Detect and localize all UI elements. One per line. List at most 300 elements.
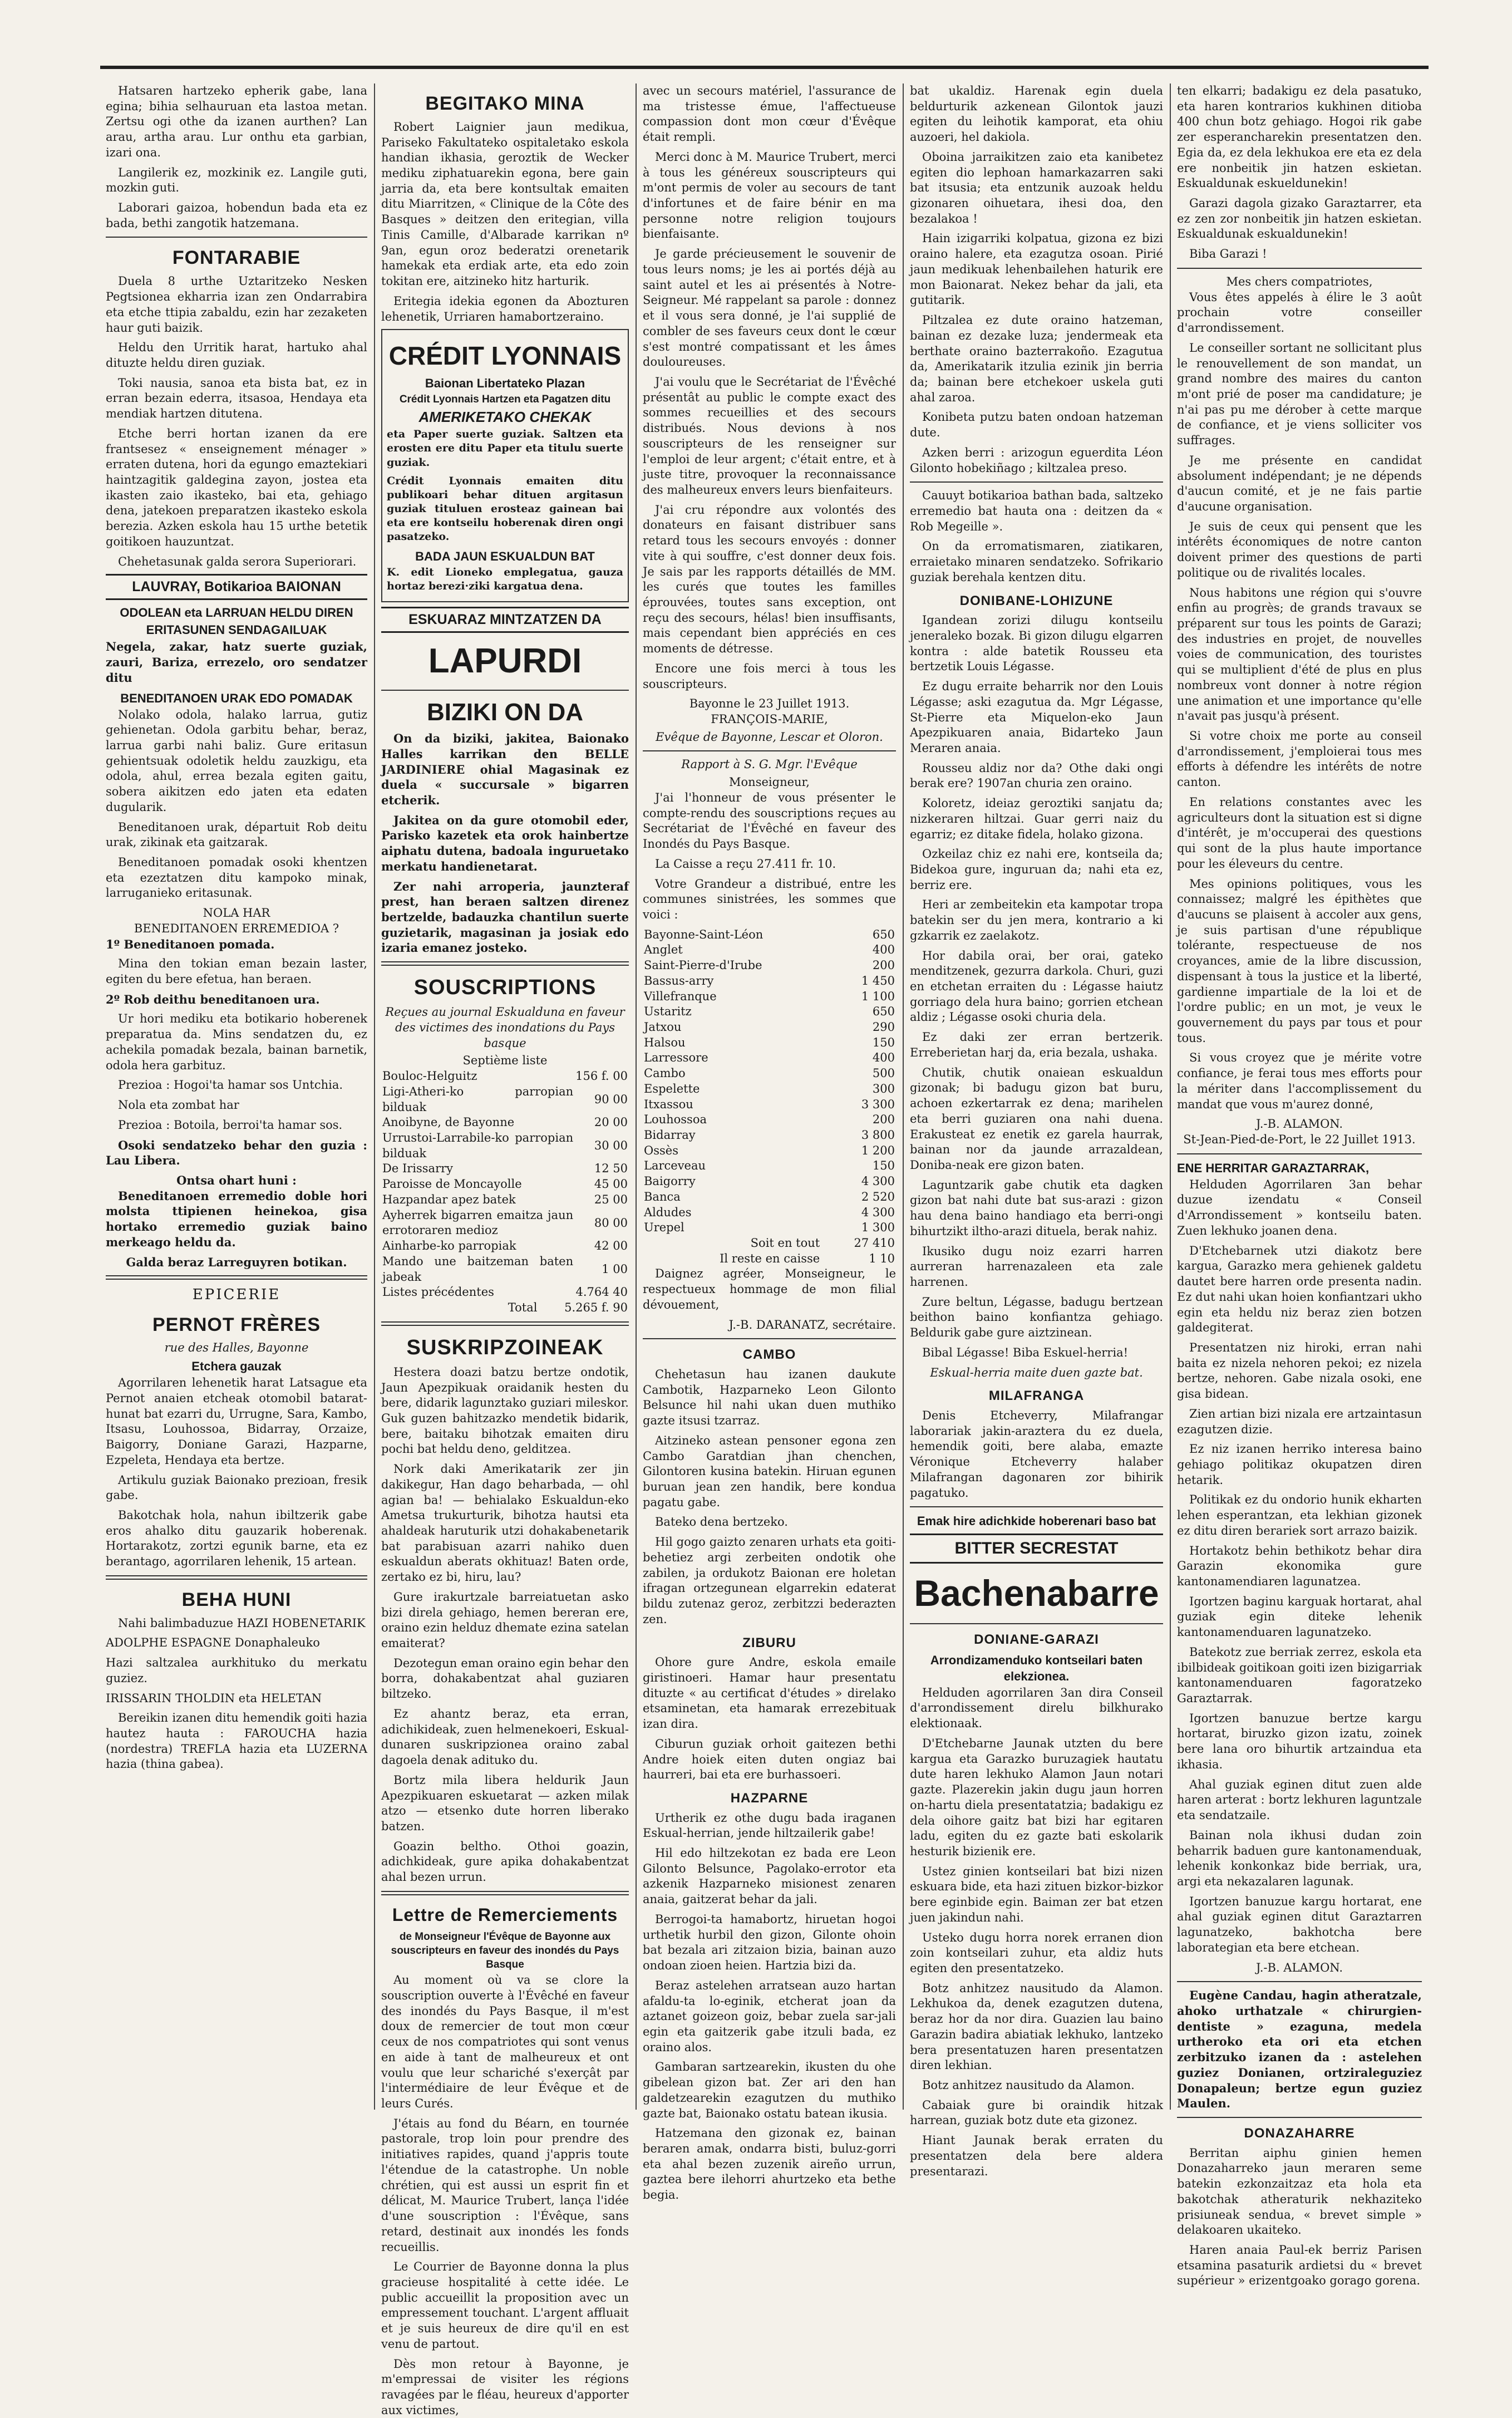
nola-har-label: NOLA HAR [203,906,270,920]
appeal-paragraph: Mes opinions politiques, vous les connaissez; malgré les épithètes que d'aucuns se plaisent à accoler aux gens, je suis partisan d'une république tolérante, respectueuse de nos croyances, amie de la libre discussion, dispensant à tous la justice et la liberté, gardienne impartiale de la loi et de l'ordre public; en un mot, je veux le gouvernement du pays par tous et pour tous. [1177,877,1422,1045]
table-row [381,1239,629,1254]
table-row [643,1205,896,1221]
erremedioa-label: BENEDITANOEN ERREMEDIOA ? [134,921,339,935]
appeal-paragraph: Vous êtes appelés à élire le 3 août prochain votre conseiller d'arrondissement. [1177,290,1422,335]
beha-paragraph: Hazi saltzalea aurkhituko du merkatu guziez. [106,1656,367,1685]
row-value: 650 [872,1005,895,1019]
row-label: Banca [644,1190,681,1203]
table-row [643,1020,896,1035]
bachenabarre-paragraph: Botz anhitzez nausitudo da Alamon. Lekhukoa da, denek ezagutzen dutena, beraz hor da nor dira. Guazien lau baino Garazin badira abiatiak lekhuko, lantzeko bera presentatuzen haren presentatzen diren lekhian. [910,1981,1163,2072]
row-label: Itxassou [644,1097,693,1111]
soit-label: Soit en tout [750,1236,820,1250]
row-value: 45 00 [594,1177,628,1191]
appeal-signature: J.-B. ALAMON. [1255,1117,1343,1131]
donibane-paragraph: Ez daki zer erran bertzerik. Erreberietan harj da, eria bezala, ushaka. [910,1030,1163,1059]
table-row [643,958,896,974]
donibane-paragraph: Igandean zorizi dilugu kontseilu jeneraleko bozak. Bi gizon dilugu elgarren kontra : alde batetik Rousseu eta bertzetik Louis Légasse. [910,613,1163,674]
divider [381,1321,629,1326]
column-rule [903,83,904,2110]
fontarabie-heading: FONTARABIE [172,247,301,269]
donibane-signature: Eskual-herria maite duen gazte bat. [930,1365,1143,1379]
appeal-paragraph: Je me présente en candidat absolument indépendant; je ne dépends d'aucun comité, et je ne fais partie d'aucune organisation. [1177,453,1422,513]
divider [381,961,629,966]
biziki-paragraph: On da biziki, jakitea, Baionako Halles karrikan den BELLE JARDINIERE ohial Magasinak ez duela « succursale » bigarren etcherik. [381,731,629,807]
row-value: 25 00 [594,1192,628,1206]
rapport-salutation: Monseigneur, [729,775,810,789]
herritar-paragraph: D'Etchebarnek utzi diakotz bere kargua, Garazko mera gehienek galdetu dautet bere harren orde presenta nadin. Ez dut nahi ukan hoien konfiantzari ukho egin eta heldu niz beraz zien botzen galdegiterat. [1177,1244,1422,1335]
row-label: Mando une baitzeman baten jabeak [382,1254,574,1284]
column-2 [381,83,629,2417]
hazparne-paragraph: Oboina jarraikitzen zaio eta kanibetez egiten dio lephoan hamarkazarren saki bat itsusia; eta entzunik auzoak heldu gizonaren oihuetara, ihesi doa, den bezalakoa ! [910,150,1163,225]
souscriptions-totals [381,1285,629,1315]
row-label: Larressore [644,1051,708,1065]
suskripzoineak-paragraph: Ez ahantz beraz, eta erran, adichikideak, zuen helmenekoeri, Eskual-dunaren suskripzionea oraino zabal dagoela denak adituko du. [381,1707,629,1767]
donibane-paragraph: Chutik, chutik onaiean eskualdun gizonak; bi badugu gizon bat buru, achoen ezkertarrak ez dena; marihelen eta berri guziaren ona nahi duena. Erakusteat ez enetik ez garela haurrak, bainan nor da jaunde arrazaldean, Doniba-neak ere gizon baten. [910,1065,1163,1172]
row-label: De Irissarry [382,1162,454,1176]
row-label: Halsou [644,1035,686,1049]
pomada-heading: 1º Beneditanoen pomada. [106,937,275,951]
table-row [643,1097,896,1113]
biziki-heading: BIZIKI ON DA [426,699,584,726]
lauvray-paragraph: Beneditanoen urak, départuit Rob deitu urak, zikinak eta gaitzarak. [106,820,367,849]
table-row [381,1115,629,1131]
ontsa-label: Ontsa ohart huni : [176,1173,297,1187]
reste-label: Il reste en caisse [720,1251,820,1265]
credit-paragraph: Crédit Lyonnais emaiten ditu publikoari behar dituen argitasun guziak tituluen erosteaz gainean bai eta ere kontseilu hoberenak diren ongi pasatzeko. [387,474,623,543]
donazaharre-heading: DONAZAHARRE [1244,2126,1355,2141]
table-row [643,1004,896,1020]
galda-text: Galda beraz Larreguyren botikan. [126,1255,347,1269]
appeal-paragraph: Je suis de ceux qui pensent que les intérêts économiques de notre canton doivent primer des questions de parti politique ou de rivalités locales. [1177,519,1422,579]
beha-paragraph: ADOLPHE ESPAGNE Donaphaleuko [106,1636,320,1650]
herritar-paragraph: Bainan nola ikhusi dudan zoin beharrik baduen gure kantonamenduak, lehenik konkonkaz bide berriak, ura, argi eta nekazalaren lagunak. [1177,1828,1422,1888]
donibane-paragraph: Ez dugu erraite beharrik nor den Louis Légasse; aski ezagutua da. Mgr Légasse, St-Pierre eta Miquelon-eko Jaun Apezpikuaren anaia, Bidarteko Jaun Meraren anaia. [910,680,1163,755]
begitako-paragraph: Robert Laignier jaun medikua, Pariseko Fakultateko ospitaletako eskola handian ikhasia, geroztik de Wecker mediku ziphatuarekin egona, bere gain jarria da, eta bere kontsultak emaiten ditu Miarritzen, « Clinique de la Côte des Basques » deitzen den eritegian, villa Tinis Camille, d'Albarade karrikan nº 9an, egun oroz bederatzi orenetarik hamekak eta erdiak arte, eta edo zoin tokitan ere, aitzineko hitz harturik. [381,120,629,288]
donibane-heading: DONIBANE-LOHIZUNE [959,593,1114,608]
credit-lyonnais-ad [381,329,629,602]
donibane-paragraph: Koloretz, ideiaz geroztiki sanjatu da; nizkeraren hiltzai. Guar gerri naiz du egarriz; ez ditake fidela, holako gizona. [910,797,1163,841]
bitter-banner: BITTER SECRESTAT [910,1534,1163,1564]
ura-text: Ur hori mediku eta botikario hoberenek preparatua da. Mins sendatzen du, ez achekila pomadak bezala, bainan barnetik, odola hera garbituz. [106,1012,367,1072]
herritar-paragraph: Politikak ez du ondorio hunik ekharten lehen esperantzan, eta lekhian gizonek ez ditu diren berariek sort arrazo baizik. [1177,1493,1422,1537]
donazaharre-paragraph: Haren anaia Paul-ek berriz Parisen etsamina pasaturik ardietsi du « brevet supérieur » erizentgoako gorago gorena. [1177,2243,1422,2288]
herritar-paragraph: Igortzen banuzue bertze kargu hortarat, biruzko gizon izatu, zoinek bere lana oro bihurtik artzaindua eta ikhasia. [1177,1711,1422,1771]
column-4 [910,83,1163,2178]
divider [1177,1153,1422,1154]
lettre-heading: Lettre de Remerciements [392,1904,618,1925]
table-row [381,1254,629,1285]
row-label: Larceveau [644,1159,706,1173]
row-value: 20 00 [594,1115,628,1129]
bachenabarre-paragraph: Cabaiak gure bi oraindik hitzak harrean, guziak botz dute eta gizonez. [910,2098,1163,2127]
hazparne-paragraph: Hain izigarriki kolpatua, gizona ez bizi oraino halere, eta ezagutza osoan. Pirié jaun medikuak lehenbailehen haturik ere mon Baionarat. Nekez behar da jali, eta gutitarik. [910,232,1163,307]
rapport-paragraph: J'ai l'honneur de vous présenter le compte-rendu des souscriptions reçues au Secrétariat de l'Évêché en faveur des Inondés du Pays Basque. [643,790,896,851]
table-row [643,1128,896,1143]
herritar-paragraph: Hortakotz behin bethikotz behar dira Garazin ekonomika gure kantonamendiaren lagunatzea. [1177,1544,1422,1588]
lettre-paragraph: Je garde précieusement le souvenir de tous leurs noms; je les ai portés déjà au saint autel et les ai présentés à Notre-Seigneur. Mé rappelant sa parole : donnez et il vous sera donné, je l'ai supplié de combler de ses faveurs ceux dont le cœur s'est montré compatissant et les âmes douloureuses. [643,247,896,369]
rapport-heading: Rapport à S. G. Mgr. l'Evêque [681,758,858,771]
lettre-paragraph: J'ai voulu que le Secrétariat de l'Évêché présentât au public le compte exact des sommes recueillies et des secours distribués. Nous devions à nos souscripteurs de les renseigner sur l'emploi de leur argent; c'était entre, et à juste titre, provoquer la reconnaissance des malheureux envers leurs bienfaiteurs. [643,375,896,497]
table-row [643,1158,896,1174]
row-label: Ustaritz [644,1005,692,1019]
herritar-signature: J.-B. ALAMON. [1255,1960,1343,1974]
fontarabie-paragraph: Duela 8 urthe Uztaritzeko Nesken Pegtsionea ekharria izan zen Ondarrabira eta etche ttipia zabaldu, ezin har zezaketen haur guti baizik. [106,274,367,335]
begitako-paragraph: Eritegia idekia egonen da Abozturen lehenetik, Urriaren hamabortzeraino. [381,294,629,323]
divider [910,481,1163,483]
donibane-paragraph: Laguntzarik gabe chutik eta dagken gizon bat nahi dute bat sus-arazi : gizon hau dena baino handiago eta berri-ongi bihurtzikt iltho-arazi dituela, berak nahiz. [910,1178,1163,1238]
table-row [381,1192,629,1208]
row-label: Anoibyne, de Bayonne [382,1115,515,1129]
divider [910,1623,1163,1624]
row-value: 150 [872,1035,895,1049]
appeal-date: St-Jean-Pied-de-Port, le 22 Juillet 1913. [1183,1133,1416,1146]
table-row [643,1050,896,1066]
suskripzoineak-paragraph: Goazin beltho. Othoi goazin, adichkideak, gure apika dohakabentzat ahal bezen urrun. [381,1839,629,1884]
septieme-label: Septième liste [462,1054,548,1068]
table-row [643,942,896,958]
row-label: Bidarray [644,1128,696,1142]
rapport-paragraph: La Caisse a reçu 27.411 fr. 10. [655,857,836,871]
cambo-paragraph: Hil gogo gaizto zenaren urhats eta goiti-behetiez argi zerbeiten ondotik ohe zabilen, ja ordukotz Baionan ere holetan ifragan ortzegunean elgarrekin edaterat bildu zutenaz geroz, zerbitzzi bederazten zen. [643,1535,896,1626]
arrondis-subheading: Arrondizamenduko kontseilari baten elekzionea. [930,1653,1143,1683]
suskripzoineak-paragraph: Nork daki Amerikatarik zer jin dakikegur, Han dago beharbada, — ohl agian ba! — behialako Eskualdun-eko Ametsa trukurturik, bihotza hautsi eta ahaldeak haruturik utzi dohakabenetarik bat parabisuan azarri nahiko duen eskualdun aberats okhituaz! Baten orde, zertako ez bi, hiru, lau? [381,1462,629,1584]
fontarabie-paragraph: Etche berri hortan izanen da ere frantsesez « enseignement ménager » erraten dutena, hori da egungo emaztekiari haintzagitik galdegina zayon, jostea eta ikasten zaio ikasteko, bai eta, gehiago dena, jatekoen preparatzen ikasteko eskola berezia. Azken eskola hau 15 urthe betetik goitikoen hauzuntzat. [106,426,367,548]
hazparne-paragraph: Berrogoi-ta hamabortz, hiruetan hogoi urthetik hurbil den gizon, Gilonte ohoin bat bezala ari zitzaion bizia, bainan auzo ondoan zioen heien. Hartzia bizi da. [643,1912,896,1973]
lauvray-paragraph: Negela, zakar, hatz suerte guziak, zauri, Bariza, errezelo, oro sendatzer ditu [106,640,367,685]
ziburu-paragraph: Ciburun guziak orhoit gaitezen bethi Andre hoiek eiten duten ongiaz bai haurreri, bai eta ere burhassoeri. [643,1737,896,1782]
ziburu-heading: ZIBURU [742,1635,796,1650]
herritar-paragraph: Helduden Agorrilaren 3an behar duzue izendatu « Conseil d'Arrondissement » kontseilu baten. Zuen lekhuko joanen dena. [1177,1177,1422,1237]
hazparne-paragraph: Urtherik ez othe dugu bada iraganen Eskual-herrian, jende hiltzailerik gabe! [643,1811,896,1840]
bachenabarre-paragraph: Hiant Jaunak berak erraten du presentatzen dela bere aldera presentarazi. [910,2134,1163,2178]
table-row [381,1208,629,1239]
intro-paragraph: Langilerik ez, mozkinik ez. Langile guti, mozkin guti. [106,165,367,195]
row-value: 90 00 [594,1092,628,1106]
bachenabarre-paragraph: D'Etchebarne Jaunak utzten du bere kargua eta Garazko buruzagiek hautatu dute haren lekhuko Alamon Jaun notari gazte. Plazerekin jakin dugu jaun horren on-hartu diela presentatatzia; badakigu ez dela oihore gaitz bat bizi har egitaren ladu, egiten du ez gazte bati eskolarik hesturik bizienik ere. [910,1736,1163,1858]
row-value: 156 f. 00 [575,1069,628,1083]
total-value: 5.265 f. 90 [564,1300,628,1314]
column-1 [106,83,367,2110]
suskripzoineak-paragraph: Bortz mila libera heldurik Jaun Apezpikuaren eskuetarat — azken milak atzo — etsenko dute horren liberako batzen. [381,1773,629,1833]
prezioa-text: Prezioa : Hogoi'ta hamar sos Untchia. [118,1078,343,1092]
table-row [381,1084,629,1115]
lettre-paragraph: Encore une fois merci à tous les souscripteurs. [643,661,896,691]
row-value: 4 300 [861,1174,895,1188]
intro-paragraph: Laborari gaizoa, hobendun bada eta ez bada, bethi zangotik hatzemana. [106,201,367,230]
hazparne-paragraph: Gambaran sartzearekin, ikusten du ohe gibelean gizon bat. Zer ari den han galdetzearekin ezagutzen du muthiko gazte bat, Baionako ostatu batean ikusia. [643,2060,896,2120]
souscriptions-subheading: Reçues au journal Eskualduna en faveur des victimes des inondations du Pays basque [385,1005,625,1050]
pernot-heading: PERNOT FRÈRES [152,1314,321,1335]
listes-precedentes-label: Listes précédentes [382,1285,494,1299]
row-value: 150 [872,1159,895,1173]
divider [910,1506,1163,1507]
herritar-paragraph: Presentatzen niz hiroki, erran nahi baita ez nizela nehoren pekoi; ez nizela bertze, nehoren. Gabe nizala osoki, ene gisa bidean. [1177,1340,1422,1401]
lauvray-paragraph: Nolako odola, halako larrua, gutiz gehienetan. Odola garbitu behar, beraz, larrua garbi nahi baliz. Gure eritasun gehientsuak odoletik heldu zauzkigu, eta odola, ahul, errea bezala egiten gaitu, sobera aikitzen edo jaten eta edaten dugularik. [106,707,367,814]
table-row [381,1177,629,1192]
communes-totals [643,1236,896,1266]
row-value: 42 00 [594,1239,628,1253]
lettre-signature-title: Evêque de Bayonne, Lescar et Oloron. [656,730,883,744]
beha-paragraph: IRISSARIN THOLDIN eta HELETAN [106,1691,322,1705]
column-rule [636,83,637,2110]
donibane-paragraph: Heri ar zembeitekin eta kampotar tropa batekin ser du jen mera, kontrario a ki gzkarrik ez zaelakotz. [910,898,1163,942]
divider [106,1275,367,1280]
row-label: Espelette [644,1082,700,1095]
credit-subheading: BADA JAUN ESKUALDUN BAT [415,549,595,563]
nola-eta-text: Nola eta zombat har [118,1098,239,1112]
credit-subheading: Crédit Lyonnais Hartzen eta Pagatzen ditu [399,393,611,405]
lettre-subheading: de Monseigneur l'Évêque de Bayonne aux souscripteurs en faveur des inondés du Pays Basque [391,1931,619,1971]
table-row [643,974,896,989]
top-rule [100,66,1429,69]
row-label: Hazpandar apez batek [382,1192,516,1206]
souscriptions-heading: SOUSCRIPTIONS [413,976,597,1000]
credit-subheading: AMERIKETAKO CHEKAK [418,409,592,426]
donazaharre-paragraph: Berritan aiphu ginien hemen Donazaharreko jaun meraren seme batekin ezkonzaitzaz eta hola eta bakotchak atheraturik nekhaziteko prisiuneak sendua, « brevet simple » delakoaren ukaiteko. [1177,2146,1422,2237]
table-row [381,1300,629,1316]
communes-table [643,927,896,1236]
donibane-paragraph: Ikusiko dugu noiz ezarri harren aurreran harrenazaleen eta zale harrenen. [910,1244,1163,1289]
biziki-paragraph: Jakitea on da gure otomobil eder, Parisko kazetek eta orok hainbertze aiphatu dutena, badoala inguruetako merkatu handienetarat. [381,813,629,873]
row-value: 1 300 [861,1221,895,1235]
bachenabarre-paragraph: Usteko dugu horra norek erranen dion zoin kontseilari zuhur, eta aldiz huts egiten den presentatzeko. [910,1930,1163,1975]
suskripzoineak-paragraph: Gure irakurtzale barreiatuetan asko bizi direla gehiago, hemen bereran ere, oraino ezin helduz dhemate ezina satelan emaiterat? [381,1590,629,1650]
candau-paragraph: Eugène Candau, hagin atheratzale, ahoko urthatzale « chirurgien-dentiste » ezaguna, medela urtheroko eta ori eta etchen zerbitzuko izanen da : astelehen guziez Donianen, ortziraleguziez Donapaleun; bertze egun guziez Maulen. [1177,1988,1422,2111]
bachenabarre-paragraph: Helduden agorrilaren 3an dira Conseil d'arrondissement direlu bilkhurako elektionaak. [910,1685,1163,1731]
bachenabarre-paragraph: Biba Garazi ! [1189,247,1267,261]
row-label: Anglet [644,943,683,957]
herritar-paragraph: Zien artian bizi nizala ere artzaintasun ezagutzen dizie. [1177,1407,1422,1436]
beha-paragraph: Bereikin izanen ditu hemendik goiti hazia hautez hauta : FAROUCHA hazia (nordestra) TREFLA hazia eta LUZERNA hazia (thina gabea). [106,1711,367,1771]
column-3 [643,83,896,2202]
hazparne-heading: HAZPARNE [730,1790,809,1806]
table-row [643,1251,896,1267]
biziki-paragraph: Zer nahi arroperia, jaunzteraf prest, han beraen saltzen direnez bertzelde, badauzka chantilun suerte guzietarik, magasinan ja josiak edo izaria emanez josteko. [381,879,629,955]
lettre-paragraph: Le Courrier de Bayonne donna la plus gracieuse hospitalité à cette idée. Le public accueillit la proposition avec un empressement touchant. L'argent affluait et je suis heureux de dire qu'il en est venu de partout. [381,2260,629,2351]
table-row [381,1285,629,1300]
bachenabarre-paragraph: Ustez ginien kontseilari bat bizi nizen eskuara bide, eta hazi zituen bizkor-bizkor bere eginbide egin. Baiman zer bat etzen juen jakindun nahi. [910,1864,1163,1924]
begitako-heading: BEGITAKO MINA [425,93,585,114]
row-value: 30 00 [594,1138,628,1152]
row-value: 1 200 [861,1143,895,1157]
intro-paragraph: Hatsaren hartzeko epherik gabe, lana egina; bihia selhauruan eta lastoa metan. Zertsu ogi othe da izanen aurthen? Lan arau, artha arau. Lur onthu eta garbian, izari ona. [106,84,367,159]
pernot-paragraph: Bakotchak hola, nahun ibiltzerik gabe eros ahalko ditu gauzarik hoberenak. Hortarakotz, zortzi egunik barne, eta ez berantago, agorrilaren lehenik, 15 artean. [106,1508,367,1569]
souscriptions-table [381,1069,629,1285]
etchera-subheading: Etchera gauzak [191,1359,282,1374]
ziburu-paragraph: Ohore gure Andre, eskola emaile giristinoeri. Hamar haur presentatu dituzte « au certificat d'études » direlako etsaminetan, eta hamarak errezebituak izan dira. [643,1655,896,1731]
cambo-paragraph: Aitzineko astean pensoner egona zen Cambo Garatdian jhan chenchen, Gilontoren kusina batekin. Hiruan egunen buruan jean zen handik, bere kondua pagatu gabe. [643,1433,896,1509]
table-row [643,1082,896,1097]
herritar-heading: ENE HERRITAR GARAZTARRAK, [1177,1161,1370,1175]
credit-subheading: Baionan Libertateko Plazan [425,376,585,390]
row-value: 3 800 [861,1128,895,1142]
hazparne-paragraph: Piltzalea ez dute oraino hatzeman, bainan ez dezake luza; jendermeak eta berthate oraino bazterrakoño. Ezagutua da, Amerikatarik itzulia ezinik jin berria da; bainan bere etchekoer uskela guti ahal zaroa. [910,313,1163,404]
rapport-signature: J.-B. DARANATZ, secrétaire. [728,1318,896,1331]
table-row [643,1174,896,1190]
total-label: Total [508,1300,538,1314]
hazparne-paragraph: Hatzemana den gizonak ez, bainan beraren amak, ondarra bisti, buluz-gorri eta ahal bezen zuzenik aireño urrun, gaztea bere ilehorri ahurtzeko eta bethe begia. [643,2126,896,2202]
row-label: Ayherrek bigarren emaitza jaun errotoraren medioz [382,1208,574,1237]
soit-value: 27 410 [854,1236,895,1250]
row-label: Bouloc-Helguitz [382,1069,477,1083]
beha-paragraph: Nahi balimbaduzue HAZI HOBENETARIK [118,1616,366,1630]
donibane-paragraph: Ozkeilaz chiz ez nahi ere, kontseila da; Bidekoa gure, inguruan da; nahi eta ez, berriz ere. [910,847,1163,892]
lapurdi-heading: LAPURDI [428,642,582,681]
table-row [643,927,896,943]
table-row [381,1161,629,1177]
lettre-paragraph: J'ai cru répondre aux volontés des donateurs en faisant distribuer sans retard tous les secours envoyés : donner vite à qui souffre, c'est donner deux fois. Je sais par les rapports détaillés de MM. les curés que toutes les familles éprouvées, toutes sans exception, ont reçu des secours, hélas! bien insuffisants, mais cependant bien appréciés en ces moments de détresse. [643,503,896,656]
bachenabarre-paragraph: ten elkarri; badakigu ez dela pasatuko, eta haren kontrarios kukhinen ditioba 400 chun botz gehiago. Hogoi rik gabe zer esperancharekin presentatzen den. Egia da, ez dela lekhukoa ere eta ez dela ere nonbeitik jin hatzen eskietan. Eskualdunak eskueldunekin! [1177,84,1422,190]
row-value: 1 450 [861,974,895,987]
suskripzoineak-heading: SUSKRIPZOINEAK [406,1335,604,1359]
divider [1177,1981,1422,1982]
row-value: 2 520 [861,1190,895,1203]
cauuyt-paragraph: On da erromatismaren, ziatikaren, erraietako minaren sendatzeko. Sofrikario guziak berehala kentzen ditu. [910,539,1163,584]
row-value: 1 00 [602,1262,628,1276]
row-value: 200 [872,1113,895,1127]
suskripzoineak-paragraph: Hestera doazi batzu bertze ondotik, Jaun Apezpikuak oraidanik hesten du bere, didarik lagunztako guziari mileskor. Guk guzen bahitzazko mendetik bidarik, bere, baitaku bihotzak emaiten diru pochi bat heldu deno, gelditzea. [381,1365,629,1456]
herritar-paragraph: Igortzen banuzue kargu hortarat, ene ahal guziak eginen ditut Garaztarren lagunatzeko, bakhotcha bere laborategian eta bere etchean. [1177,1894,1422,1954]
lettre-paragraph: avec un secours matériel, l'assurance de ma tristesse émue, l'affectueuse compassion dont mon cœur d'Évêque était rempli. [643,84,896,144]
table-row [643,1220,896,1236]
row-value: 200 [872,959,895,972]
table-row [643,1066,896,1082]
divider [381,1891,629,1895]
ontsa-text: Beneditanoen erremedio doble hori molsta ttipienen heinekoa, gisa hortako erremedio guziak baino merkeago heldu da. [106,1188,367,1249]
lettre-signature: FRANÇOIS-MARIE, [711,712,828,726]
fontarabie-paragraph: Toki nausia, sanoa eta bista bat, ez in erran bezain ederra, itsasoa, Hendaya eta mendiak hartzen ditutena. [106,376,367,421]
row-value: 3 300 [861,1097,895,1111]
row-label: Villefranque [644,989,717,1003]
bachenabarre-paragraph: Garazi dagola gizako Garaztarrer, eta ez zen zor nonbeitik jin hatzen eskietan. Eskualdunak eskualdunekin! [1177,196,1422,241]
cambo-paragraph: Chehetasun hau izanen daukute Cambotik, Hazparneko Leon Gilonto Belsunce hil nahi ukan duen muthiko gazte itsusi tzarraz. [643,1368,896,1428]
bachenabarre-paragraph: Botz anhitzez nausitudo da Alamon. [922,2078,1135,2092]
pernot-paragraph: Agorrilaren lehenetik harat Latsague eta Pernot anaien etcheak otomobil batarat-hunat bat ezarri du, Urrugne, Sara, Kambo, Itsasu, Louhossoa, Bidarray, Orzaize, Baigorry, Doniane Garazi, Hazparne, Ezpeleta, Hendaya eta bertze. [106,1376,367,1467]
row-value: 12 50 [594,1162,628,1176]
row-label: Cambo [644,1067,686,1080]
row-label: Aldudes [644,1205,692,1219]
cauuyt-paragraph: Cauuyt botikarioa bathan bada, saltzeko erremedio bat hauta ona : deitzen da « Rob Megeille ». [910,489,1163,533]
herritar-paragraph: Ez niz izanen herriko interesa baino gehiago politikaz okupatzen diren hetarik. [1177,1442,1422,1487]
row-label: Urepel [644,1221,684,1235]
epicerie-label: EPICERIE [192,1286,281,1304]
doniane-heading: DONIANE-GARAZI [974,1632,1099,1648]
hazparne-paragraph: Hil edo hiltzekotan ez bada ere Leon Gilonto Belsunce, Pagolako-errotor eta azkenik Hazparneko misionest zenaren anaia, gaitzerat behar da jali. [643,1846,896,1906]
divider [381,690,629,691]
lauvray-subheading: ODOLEAN eta LARRUAN HELDU DIREN [120,606,353,620]
milafranga-heading: MILAFRANGA [988,1388,1085,1404]
row-value: 500 [872,1067,895,1080]
cambo-paragraph: Bateko dena bertzeko. [655,1515,788,1529]
herritar-paragraph: Ahal guziak eginen ditut zuen alde haren arterat : bortz lekhuren laguntzale eta sendatzaile. [1177,1777,1422,1822]
table-row [643,1236,896,1251]
row-label: Baigorry [644,1174,696,1188]
hazparne-paragraph: Azken berri : arizogun eguerdita Léon Gilonto hobekiñago ; kiltzalea preso. [910,445,1163,475]
row-value: 290 [872,1020,895,1034]
ura-heading: 2º Rob deithu beneditanoen ura. [106,992,320,1006]
fontarabie-signature: Chehetasunak galda serora Superiorari. [118,554,357,568]
row-label: Urrustoi-Larrabile-ko parropian bilduak [382,1131,574,1160]
reste-value: 1 10 [869,1251,895,1265]
lauvray-paragraph: Beneditanoen pomadak osoki khentzen eta ezeztatzen ditu kampoko minak, larruganieko eritasunak. [106,856,367,900]
table-row [643,1190,896,1205]
appeal-paragraph: Le conseiller sortant ne sollicitant plus le renouvellement de son mandat, un grand nombre des maires du canton m'ont prié de poser ma candidature; je n'ai pas pu me dérober à cette marque de confiance, et je viens solliciter vos suffrages. [1177,341,1422,448]
lettre-paragraph: J'étais au fond du Béarn, en tournée pastorale, trop loin pour prendre des initiatives rapides, quand j'appris toute l'étendue de la catastrophe. Un noble chrétien, qui est aussi un esprit fin et délicat, M. Maurice Trubert, lança l'idée d'une souscription : l'Évêque, sans retard, destinait aux inondés les fonds recueillis. [381,2116,629,2254]
suskripzoineak-paragraph: Dezotegun eman oraino egin behar den borra, dohakabentzat ahal guziaren biltzeko. [381,1656,629,1701]
credit-paragraph: eta Paper suerte guziak. Saltzen eta erosten ere ditu Paper eta titulu suerte guziak. [387,428,623,469]
lauvray-banner: LAUVRAY, Botikarioa BAIONAN [106,574,367,600]
appeal-paragraph: En relations constantes avec les agriculteurs dont la situation est si digne d'intérêt, je m'occuperai des questions qui sont de la plus haute importance pour les éleveurs du centre. [1177,795,1422,871]
cambo-heading: CAMBO [742,1347,796,1363]
divider [643,750,896,751]
row-value: 300 [872,1082,895,1095]
milafranga-paragraph: Denis Etcheverry, Milafrangar laborariak jakin-araztera du ez duela, hemendik goiti, bere alaba, emazte Véronique Etcheverry halaber Milafrangan dagonaren zor bihirik pagatuko. [910,1408,1163,1500]
donibane-paragraph: Rousseu aldiz nor da? Othe daki ongi berak ere? 1907an churia zen oraino. [910,761,1163,790]
herritar-paragraph: Batekotz zue berriak zerrez, eskola eta ibilbideak goitikoan goiti izen bizigarriak kantonamenduaren fagoratzeko Garaztarrak. [1177,1645,1422,1706]
bitter-tagline: Emak hire adichkide hoberenari baso bat [917,1514,1156,1529]
table-row [643,1035,896,1051]
eskuaraz-banner: ESKUARAZ MINTZATZEN DA [381,607,629,633]
divider [643,1338,896,1339]
hazparne-paragraph: bat ukaldiz. Harenak egin duela beldurturik azkenean Gilontok jauzi egiten du leihotik kamporat, eta ohiu auzoeri, hel dakiola. [910,84,1163,144]
row-label: Ossès [644,1143,678,1157]
hazparne-paragraph: Konibeta putzu baten ondoan hatzeman dute. [910,410,1163,440]
bachenabarre-heading: Bachenabarre [914,1572,1159,1614]
hazparne-paragraph: Beraz astelehen arratsean auzo hartan afaldu-ta lo-eginik, etcherat joan da aztanet goizeon goiz, bebar zuela sar-jali egin eta gaitzerik gabe itzuli bada, ez oraino alos. [643,1978,896,2054]
row-value: 400 [872,943,895,957]
table-row [381,1069,629,1084]
row-value: 80 00 [594,1216,628,1230]
rapport-paragraph: Daignez agréer, Monseigneur, le respectueux hommage de mon filial dévouement, [643,1267,896,1311]
row-value: 650 [872,927,895,941]
lettre-date: Bayonne le 23 Juillet 1913. [689,697,850,711]
credit-heading: CRÉDIT LYONNAIS [388,341,622,371]
pernot-address: rue des Halles, Bayonne [164,1341,309,1355]
fontarabie-paragraph: Heldu den Urritik harat, hartuko ahal dituzte heldu diren guziak. [106,341,367,370]
appeal-paragraph: Si vous croyez que je mérite votre confiance, je ferai tous mes efforts pour la mériter dans l'accomplissement du mandat que vous m'aurez donné, [1177,1051,1422,1111]
row-value: 400 [872,1051,895,1065]
credit-paragraph: K. edit Lioneko emplegatua, gauza hortaz berezi·ziki kargatua dena. [387,566,623,593]
pernot-paragraph: Artikulu guziak Baionako prezioan, fresik gabe. [106,1473,367,1502]
row-label: Ligi-Atheri-ko parropian bilduak [382,1084,574,1114]
row-label: Bassus-arry [644,974,714,987]
row-label: Saint-Pierre-d'Irube [644,959,762,972]
osoki-text: Osoki sendatzeko behar den guzia : Lau Libera. [106,1138,367,1168]
row-label: Ainharbe-ko parropiak [382,1239,516,1253]
column-rule [374,83,375,2110]
listes-precedentes-value: 4.764 40 [575,1285,628,1299]
lettre-paragraph: Au moment où va se clore la souscription ouverte à l'Évêché en faveur des inondés du Pays Basque, il m'est doux de remercier de tout mon cœur ceux de nos compatriotes qui sont venus en aide à tant de malheureux et ont voulu que leur schariché s'exerçât par l'intermédiaire de leur Évêque et de leurs Curés. [381,1973,629,2111]
beha-huni-heading: BEHA HUNI [181,1589,292,1610]
row-label: Louhossoa [644,1113,707,1127]
row-label: Paroisse de Moncayolle [382,1177,522,1191]
donibane-paragraph: Bibal Légasse! Biba Eskuel-herria! [922,1345,1129,1359]
column-5 [1177,83,1422,2288]
rapport-paragraph: Votre Grandeur a distribué, entre les communes sinistrées, les sommes que voici : [643,877,896,921]
herritar-paragraph: Igortzen baginu karguak hortarat, ahal guziak egin diteke lehenik kantonamenduaren lagunatzeko. [1177,1594,1422,1639]
row-value: 4 300 [861,1205,895,1219]
column-rule [1170,83,1171,2110]
lettre-paragraph: Dès mon retour à Bayonne, je m'empressai de visiter les régions ravagées par le fléau, heureux d'apporter aux victimes, [381,2357,629,2417]
lauvray-subheading: BENEDITANOEN URAK EDO POMADAK [120,691,353,705]
table-row [381,1131,629,1161]
divider [1177,268,1422,269]
lettre-paragraph: Merci donc à M. Maurice Trubert, merci à tous les généreux souscripteurs qui m'ont permis de voler au secours de tant d'infortunes et de faire bénir en ma personne notre religion toujours bienfaisante. [643,150,896,241]
donibane-paragraph: Zure beltun, Légasse, badugu bertzean beithon baino konfiantza gehiago. Beldurik gabe gure aiztzinean. [910,1295,1163,1340]
divider [106,237,367,238]
row-value: 1 100 [861,989,895,1003]
donibane-paragraph: Hor dabila orai, ber orai, gateko menditzenek, gezurra darkola. Churi, guzi en etchetan erraiten du : Légasse haiutz gorriago dela hura baino; gorrien etchean aldiz ; Légasse osoki churia dela. [910,948,1163,1024]
